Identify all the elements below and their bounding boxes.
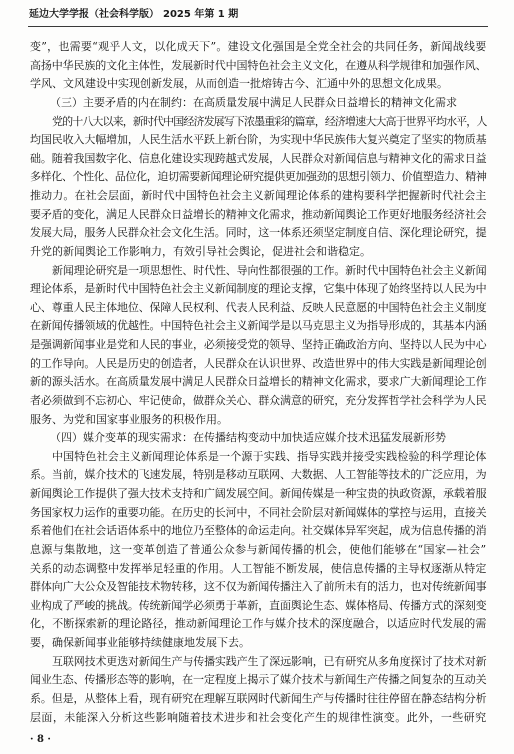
text-line: 是强调新闻事业是党和人民的事业，必须接受党的领导、坚持正确政治方向、坚持以人民为中心 <box>30 338 487 351</box>
running-header <box>29 7 238 23</box>
text-line: 者必须做到不忘初心、牢记使命，做群众关心、群众满意的研究，充分发挥哲学社会科学为人民 <box>30 393 487 407</box>
section-heading: （四）媒介变革的现实需求：在传播结构变动中加快适应媒介技术迅猛发展新形势 <box>50 431 446 445</box>
text-line: 要，确保新闻事业能够持续健康地发展下去。 <box>30 636 250 649</box>
text-line: 党的十八大以来，新时代中国经济发展写下浓墨重彩的篇章，经济增速大大高于世界平均水平，人 <box>52 114 487 128</box>
text-line: 系着他们在社会话语体系中的地位乃至整体的命运走向。社交媒体异军突起，成为信息传播的消 <box>30 524 487 538</box>
section-heading: （三）主要矛盾的内在制约：在高质量发展中满足人民群众日益增长的精神文化需求 <box>50 95 457 109</box>
text-line: 层面，未能深入分析这些影响随着技术进步和社会变化产生的规律性演变。此外，一些研究 <box>30 710 487 724</box>
paragraph <box>30 262 487 430</box>
header-rule <box>28 26 488 27</box>
text-line: 心、尊重人民主体地位、保障人民权利、代表人民利益、反映人民意愿的中国特色社会主义制度 <box>30 300 487 314</box>
text-line: 的工作导向。人民是历史的创造者，人民群众在认识世界、改造世界中的伟大实践是新闻理论创 <box>30 356 487 370</box>
text-line: 学风、文风建设中实现创新发展，从而创造一批熔铸古今、汇通中外的思想文化成果。 <box>30 77 448 91</box>
text-line: 在新闻传播领域的优越性。中国特色社会主义新闻学是以马克思主义为指导形成的，其基本内涵 <box>30 319 487 333</box>
text-line: 新的源头活水。在高质量发展中满足人民群众日益增长的精神文化需求，要求广大新闻理论工作 <box>30 375 487 389</box>
text-line: 互联网技术更迭对新闻生产与传播实践产生了深远影响，已有研究从多角度探讨了技术对新 <box>52 654 487 668</box>
text-line: 新闻理论研究是一项思想性、时代性、导向性都很强的工作。新时代中国特色社会主义新闻 <box>52 263 487 277</box>
text-line: 业构成了严峻的挑战。传统新闻学必须勇于革新，直面舆论生态、媒体格局、传播方式的深刻变 <box>30 598 487 612</box>
text-line: 系。当前，媒介技术的飞速发展，特别是移动互联网、大数据、人工智能等技术的广泛应用，为 <box>30 468 487 482</box>
text-line: 均国民收入大幅增加，人民生活水平跃上新台阶，为实现中华民族伟大复兴奠定了坚实的物质基 <box>30 133 487 147</box>
text-line: 新闻舆论工作提供了强大技术支持和广阔发展空间。新闻传媒是一种宝贵的执政资源，承载着服 <box>30 487 487 500</box>
page-number: · 8 · <box>30 734 51 745</box>
text-line: 础。随着我国数字化、信息化建设实现跨越式发展，人民群众对新闻信息与精神文化的需求日益 <box>30 151 487 165</box>
text-line: 升党的新闻舆论工作影响力，有效引导社会舆论，促进社会和谐稳定。 <box>30 244 371 258</box>
text-line: 化，不断探索新的理论路径，推动新闻理论工作与媒介技术的深度融合，以适应时代发展的需 <box>30 617 487 631</box>
text-line: 闻业生态、传播形态等的影响，在一定程度上揭示了媒介技术与新闻生产传播之间复杂的互动关 <box>30 673 487 687</box>
text-line: 变”，也需要“观乎人文，以化成天下”。建设文化强国是全党全社会的共同任务，新闻战线要 <box>30 40 487 53</box>
article-body <box>30 38 487 727</box>
issue-number: 2025 年第 1 期 <box>163 9 239 20</box>
text-line: 理论体系，是新时代中国特色社会主义新闻制度的理论支撑，它集中体现了始终坚持以人民为中 <box>30 282 487 296</box>
text-line: 务国家权力运作的重要功能。在历史的长河中，不同社会阶层对新闻媒体的掌控与运用，直接关 <box>30 505 487 519</box>
paragraph <box>30 113 487 262</box>
text-line: 要矛盾的变化，满足人民群众日益增长的精神文化需求，推动新闻舆论工作更好地服务经济社会 <box>30 207 487 221</box>
text-line: 多样化、个性化、品位化，迫切需要新闻理论研究提供更加强劲的思想引领力、价值塑造力、精神 <box>30 170 487 184</box>
text-line: 服务、为党和国家事业服务的积极作用。 <box>30 412 228 426</box>
paragraph <box>30 448 487 653</box>
paragraph <box>30 38 487 94</box>
journal-title: 延边大学学报（社会科学版） <box>29 9 159 20</box>
text-line: 息源与集散地，这一变革创造了普通公众参与新闻传播的机会，使他们能够在“国家—社会” <box>30 542 487 556</box>
text-line: 关系的动态调整中发挥举足轻重的作用。人工智能不断发展，使信息传播的主导权逐渐从特定 <box>30 561 487 575</box>
text-line: 中国特色社会主义新闻理论体系是一个源于实践、指导实践并接受实践检验的科学理论体 <box>52 449 487 463</box>
text-line: 系。但是，从整体上看，现有研究在理解互联网时代新闻生产与传播时往往停留在静态结构分析 <box>30 691 487 705</box>
text-line: 群体向广大公众及智能技术物转移，这不仅为新闻传播注入了前所未有的活力，也对传统新闻事 <box>30 580 487 594</box>
paragraph <box>30 653 487 728</box>
text-line: 推动力。在社会层面，新时代中国特色社会主义新闻理论体系的建构要科学把握新时代社会主 <box>30 189 487 202</box>
text-line: 发展大局，服务人民群众社会文化生活。同时，这一体系还须坚定制度自信、深化理论研究，提 <box>30 226 487 240</box>
text-line: 高扬中华民族的文化主体性，发展新时代中国特色社会主义文化，在遵从科学规律和加强作风、 <box>30 58 487 72</box>
